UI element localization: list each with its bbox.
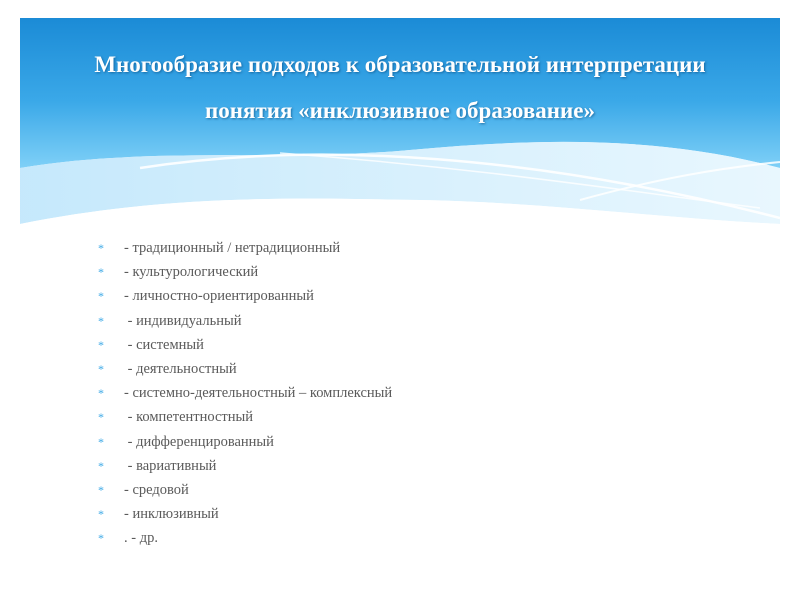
list-item-label: - личностно-ориентированный [124,288,314,305]
list-item-label: - культурологический [124,264,259,281]
bullet-icon: * [98,458,104,473]
list-item [98,430,698,454]
list-item-label: - деятельностный [124,360,237,377]
list-item [98,309,698,333]
bullet-icon: * [98,531,104,546]
list-item [98,260,698,284]
list-item-label: - средовой [124,481,189,498]
list-item-label: - системно-деятельностный – комплексный [124,385,393,402]
bullet-icon: * [98,434,104,449]
bullet-list [98,236,698,550]
bullet-icon: * [98,289,104,304]
bullet-icon: * [98,337,104,352]
list-item-label: - системный [124,336,204,353]
list-item [98,381,698,405]
list-item-label: - дифференцированный [124,433,274,450]
list-item [98,333,698,357]
list-item-label: - индивидуальный [124,312,242,329]
bullet-icon: * [98,241,104,255]
slide-title: Многообразие подходов к образовательной интерпретации понятия «инклюзивное образование» [94,52,706,123]
list-item [98,236,698,260]
list-item [98,526,698,550]
bullet-icon: * [98,410,104,425]
list-item-label: . - др. [124,530,158,547]
list-item [98,454,698,478]
list-item [98,284,698,308]
bullet-icon: * [98,313,104,328]
bullet-icon: * [98,265,104,280]
list-item-label: - традиционный / нетрадиционный [124,240,341,256]
list-item [98,357,698,381]
list-item [98,405,698,429]
bullet-icon: * [98,507,104,522]
list-item-label: - инклюзивный [124,506,219,523]
list-item-label: - вариативный [124,457,217,474]
bullet-icon: * [98,361,104,376]
list-item [98,502,698,526]
list-item [98,478,698,502]
bullet-icon: * [98,482,104,497]
bullet-icon: * [98,386,104,401]
list-item-label: - компетентностный [124,409,254,426]
